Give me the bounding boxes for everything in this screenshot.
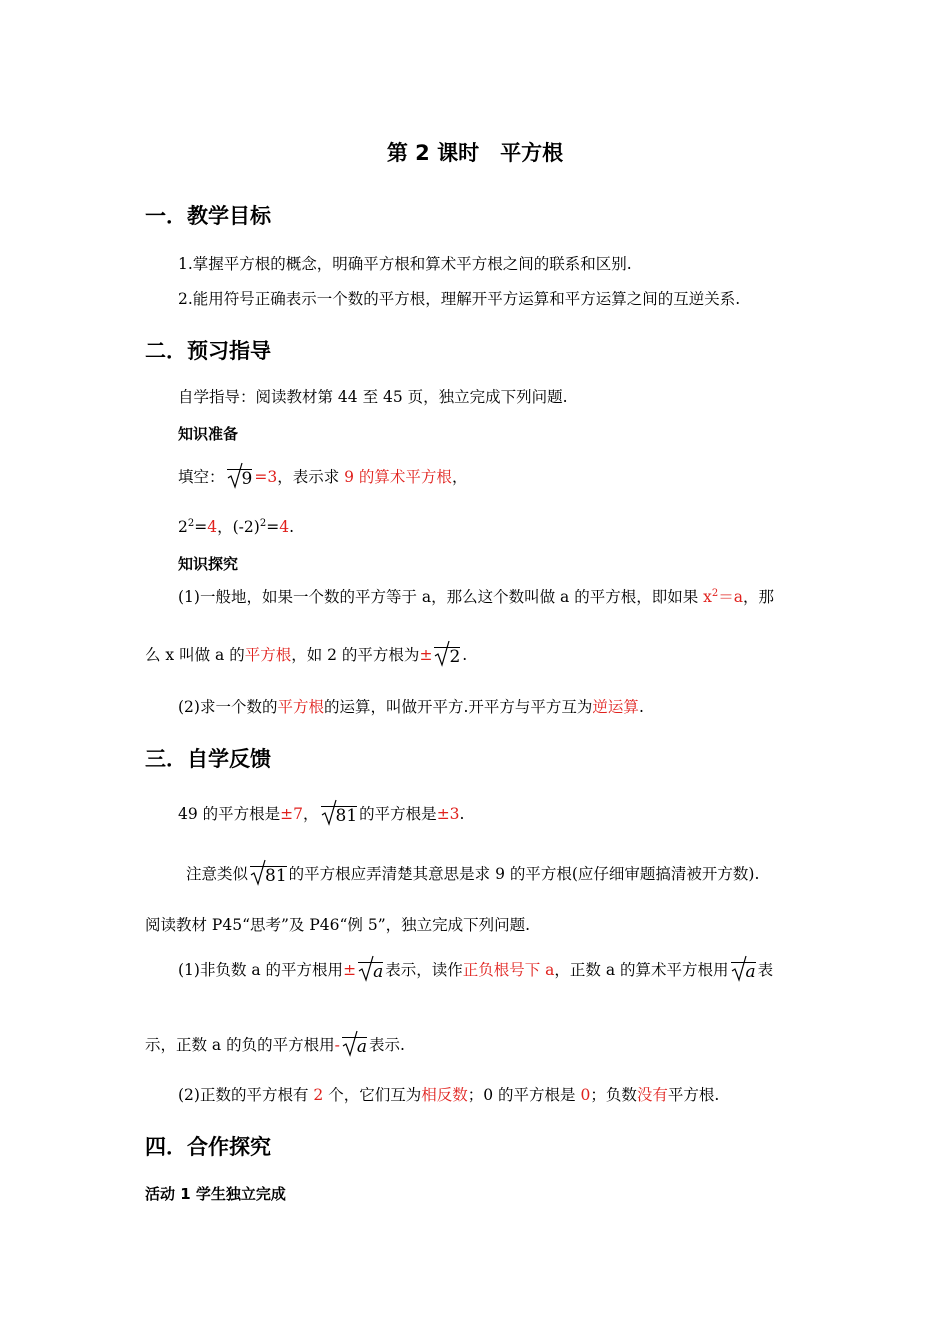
q1-neg: - [334, 1036, 340, 1054]
activity-1-label: 活动 1 学生独立完成 [145, 1185, 286, 1203]
sqrt-81-note: 81 [250, 865, 287, 887]
knowledge-explore-label: 知识探究 [178, 555, 239, 573]
p1-end: . [462, 646, 468, 664]
p1-eq-a: ＝a [718, 588, 744, 606]
q1-c: ，正数 a 的算术平方根用 [554, 961, 729, 979]
answer-4b: 4 [279, 518, 290, 536]
feedback-1 [178, 803, 464, 827]
p1-c: 么 x 叫做 a 的 [145, 646, 245, 664]
pow-base: 2 [178, 518, 188, 536]
sqrt-a-3: a [342, 1036, 367, 1058]
answer-4a: 4 [207, 518, 218, 536]
self-study-guide: 自学指导：阅读教材第 44 至 45 页，独立完成下列问题. [178, 388, 568, 406]
feedback-q2 [178, 1084, 719, 1106]
pow-sep: ，(-2) [217, 518, 260, 536]
pow-exp: 2 [187, 518, 195, 529]
explore-p1 [178, 586, 774, 608]
p1-b: ，那 [743, 588, 775, 606]
p2-end: . [638, 698, 644, 716]
section-heading-objectives: 一．教学目标 [145, 204, 271, 228]
note-a: 注意类似 [186, 865, 249, 883]
section-heading-cooperation: 四．合作探究 [145, 1135, 271, 1159]
q1-a: (1)非负数 a 的平方根用 [178, 961, 344, 979]
sqrt-a-1: a [358, 961, 383, 983]
feedback-q1-cont [145, 1034, 405, 1058]
fill-prefix: 填空： [178, 468, 225, 486]
explore-p1-cont [145, 644, 467, 668]
pow-eq2: = [266, 518, 280, 536]
sqrt-9: 9 [227, 468, 253, 490]
note-b: 的平方根应弄清楚其意思是求 9 的平方根(应仔细审题搞清被开方数). [288, 865, 760, 883]
feedback-q1 [178, 959, 773, 983]
p1-d: ，如 2 的平方根为 [291, 646, 420, 664]
objective-1: 1.掌握平方根的概念，明确平方根和算术平方根之间的联系和区别. [178, 255, 632, 273]
q2-opposite: 相反数 [421, 1086, 468, 1104]
p2-a: (2)求一个数的 [178, 698, 278, 716]
q2-a: (2)正数的平方根有 [178, 1086, 314, 1104]
f1-a: 49 的平方根是 [178, 805, 281, 823]
p2-root: 平方根 [277, 698, 324, 716]
p2-inverse: 逆运算 [592, 698, 639, 716]
answer-3: =3 [254, 468, 278, 486]
f1-pm3: ±3 [436, 805, 460, 823]
f1-pm7: ±7 [280, 805, 304, 823]
reading-instruction: 阅读教材 P45“思考”及 P46“例 5”，独立完成下列问题. [145, 916, 531, 934]
explore-p2 [178, 696, 644, 718]
q2-two: 2 [313, 1086, 324, 1104]
f1-c: 的平方根是 [359, 805, 437, 823]
pow-end: . [289, 518, 295, 536]
fill-blank-line [178, 466, 467, 490]
q1-d: 表 [757, 961, 774, 979]
section-heading-preview: 二．预习指导 [145, 339, 271, 363]
q2-c: ；0 的平方根是 [467, 1086, 581, 1104]
f1-end: . [459, 805, 465, 823]
p1-sup: 2 [711, 588, 719, 599]
f1-b: ， [303, 805, 319, 823]
p1-pm: ± [419, 646, 433, 664]
p2-b: 的运算，叫做开平方.开平方与平方互为 [323, 698, 593, 716]
q1-e: 示，正数 a 的负的平方根用 [145, 1036, 335, 1054]
sqrt-2: 2 [434, 646, 460, 668]
answer-arith-root: 9 的算术平方根 [339, 468, 452, 486]
pow-exp2: 2 [259, 518, 267, 529]
feedback-note [186, 863, 759, 887]
knowledge-prep-label: 知识准备 [178, 425, 239, 443]
q1-reading: 正负根号下 a [462, 961, 555, 979]
section-heading-feedback: 三．自学反馈 [145, 747, 271, 771]
q2-zero: 0 [580, 1086, 591, 1104]
p1-sqrt-root: 平方根 [244, 646, 292, 664]
sqrt-81: 81 [321, 805, 358, 827]
q1-f: 表示. [369, 1036, 405, 1054]
fill-end: ， [451, 468, 468, 486]
pow-eq: = [194, 518, 208, 536]
objective-2: 2.能用符号正确表示一个数的平方根，理解开平方运算和平方运算之间的互逆关系. [178, 290, 741, 308]
page-title: 第 2 课时 平方根 [386, 141, 564, 165]
power-line [178, 516, 294, 538]
p1-a: (1)一般地，如果一个数的平方等于 a，那么这个数叫做 a 的平方根，即如果 [178, 588, 704, 606]
sqrt-a-2: a [731, 961, 756, 983]
p1-x: x [703, 588, 712, 606]
q1-b: 表示，读作 [385, 961, 463, 979]
q1-pm: ± [343, 961, 357, 979]
q2-e: 平方根. [667, 1086, 720, 1104]
q2-b: 个，它们互为 [323, 1086, 422, 1104]
q2-none: 没有 [636, 1086, 668, 1104]
fill-mid: ，表示求 [277, 468, 340, 486]
q2-d: ；负数 [590, 1086, 637, 1104]
